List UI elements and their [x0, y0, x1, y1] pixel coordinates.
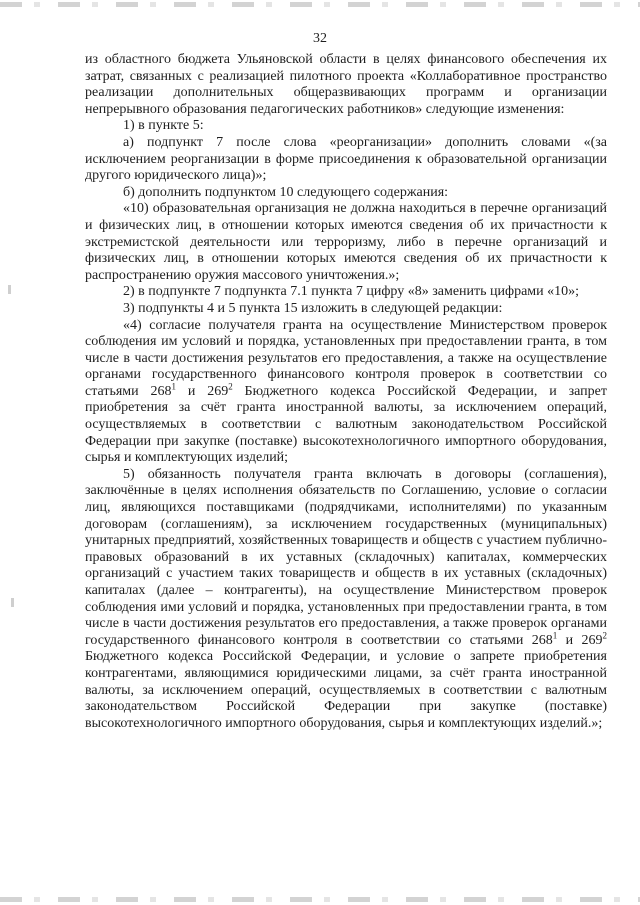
scan-margin-mark [8, 285, 11, 294]
scan-top-edge [0, 2, 640, 7]
paragraph [85, 318, 607, 467]
paragraph [85, 135, 607, 185]
paragraph [85, 284, 607, 301]
paragraph [85, 118, 607, 135]
paragraph-text: б) дополнить подпунктом 10 следующего содержания: [123, 184, 449, 200]
paragraph-text: Бюджетного кодекса Российской Федерации, и условие о запрете приобретения контрагентами, являющимися юридическими лицами, за счёт гранта иностранной валюты, за исключением операций, осуществляемых в соответствии с валютным законодательством Российской Федерации при закупке (поставке) высокотехнологичного импортного оборудования, сырья и комплектующих изделий.»; [85, 649, 607, 731]
paragraph-text: и 269 [557, 632, 603, 648]
paragraph-text: и 269 [176, 383, 229, 399]
article-superscript: 2 [602, 630, 607, 641]
article-superscript: 1 [552, 630, 558, 641]
paragraph-text: из областного бюджета Ульяновской области в целях финансового обеспечения их затрат, связанных с реализацией пилотного проекта «Коллаборативное пространство реализации дополнительных общеразвивающих программ и организации непрерывного образования педагогических работников» следующие изменения: [85, 52, 607, 117]
scan-margin-mark [11, 598, 14, 607]
paragraph [85, 52, 607, 118]
paragraph [85, 185, 607, 202]
paragraph-text: «4) согласие получателя гранта на осуществление Министерством проверок соблюдения им условий и порядка, установленных при предоставлении гранта, в том числе в части достижения результатов его предоставления, а также на осуществление органами государственного финансового контроля проверок в соответствии со статьями 268 [85, 317, 607, 399]
article-superscript: 2 [228, 381, 233, 392]
paragraph-text: Бюджетного кодекса Российской Федерации, и запрет приобретения за счёт гранта иностранной валюты, за исключением операций, осуществляемых в соответствии с валютным законодательством Российской Федерации при закупке (поставке) высокотехнологичного импортного оборудования, сырья и комплектующих изделий; [85, 383, 607, 466]
paragraph [85, 201, 607, 284]
paragraph-text: 5) обязанность получателя гранта включать в договоры (соглашения), заключённые в целях исполнения обязательств по Соглашению, условие о согласии лиц, являющихся поставщиками (подрядчиками, исполнителями) по указанным договорам (соглашениям), за исключением государственных (муниципальных) унитарных предприятий, хозяйственных товариществ и обществ с участием публично-правовых образований в их уставных (складочных) капиталах, коммерческих организаций с участием таких товариществ и обществ в их уставных (складочных) капиталах (далее – контрагенты), на осуществление Министерством проверок соблюдения ими условий и порядка, установленных при предоставлении гранта, в том числе в части достижения результатов его предоставления, а также проверок органами государственного финансового контроля в соответствии со статьями 268 [85, 466, 607, 648]
article-superscript: 1 [171, 381, 176, 392]
page-number: 32 [313, 31, 327, 46]
paragraph-text: 3) подпункты 4 и 5 пункта 15 изложить в следующей редакции: [123, 300, 503, 316]
paragraph-text: а) подпункт 7 после слова «реорганизации» дополнить словами «(за исключением реорганизации в форме присоединения к образовательной организации другого юридического лица)»; [85, 134, 607, 184]
paragraph-text: «10) образовательная организация не должна находиться в перечне организаций и физических лиц, в отношении которых имеются сведения об их причастности к экстремистской деятельности или терроризму, либо в перечне организаций и физических лиц, в отношении которых имеются сведения об их причастности к распространению оружия массового уничтожения.»; [85, 201, 607, 283]
paragraph [85, 467, 607, 733]
paragraph-text: 1) в пункте 5: [123, 118, 204, 134]
paragraph-text: 2) в подпункте 7 подпункта 7.1 пункта 7 цифру «8» заменить цифрами «10»; [123, 284, 580, 300]
paragraph [85, 301, 607, 318]
document-body [85, 52, 607, 732]
scan-bottom-edge [0, 897, 640, 902]
